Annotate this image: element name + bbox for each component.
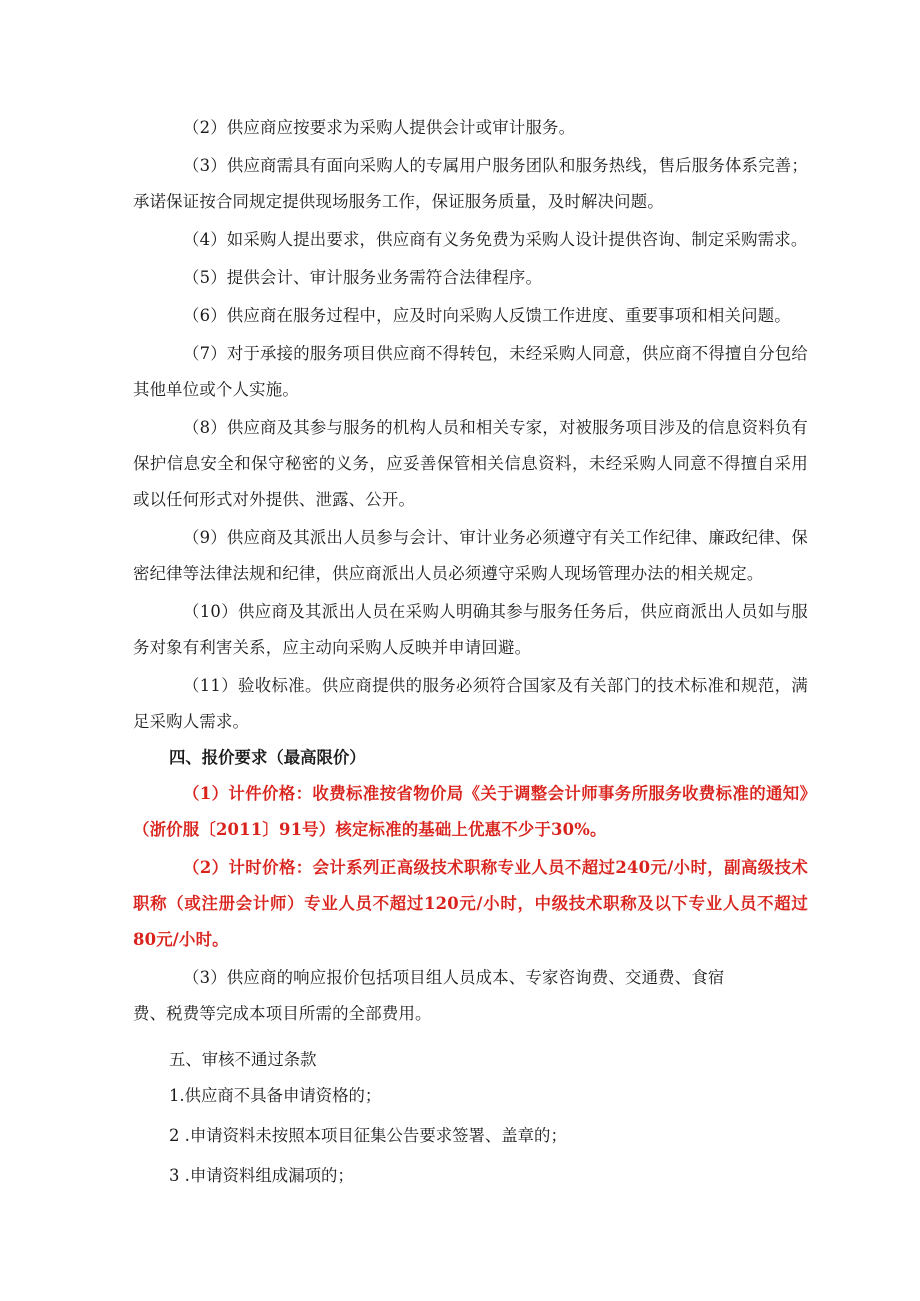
paragraph-4: （4）如采购人提出要求，供应商有义务免费为采购人设计提供咨询、制定采购需求。 <box>183 230 808 249</box>
paragraph-5: （5）提供会计、审计服务业务需符合法律程序。 <box>183 268 543 287</box>
section-4-heading: 四、报价要求（最高限价） <box>169 748 366 767</box>
paragraph-11: （11）验收标准。供应商提供的服务必须符合国家及有关部门的技术标准和规范，满足采购人需求。 <box>133 676 808 731</box>
price-scope-line2: 费、税费等完成本项目所需的全部费用。 <box>133 1004 432 1023</box>
paragraph-3: （3）供应商需具有面向采购人的专属用户服务团队和服务热线，售后服务体系完善；承诺保证按合同规定提供现场服务工作，保证服务质量，及时解决问题。 <box>133 156 808 211</box>
paragraph-6: （6）供应商在服务过程中，应及时向采购人反馈工作进度、重要事项和相关问题。 <box>183 306 791 325</box>
price-hourly-rate: （2）计时价格：会计系列正高级技术职称专业人员不超过240元/小时，副高级技术职称（或注册会计师）专业人员不超过120元/小时，中级技术职称及以下专业人员不超过80元/小时。 <box>133 858 808 949</box>
reject-item-1: 1.供应商不具备申请资格的； <box>169 1086 382 1105</box>
paragraph-2: （2）供应商应按要求为采购人提供会计或审计服务。 <box>183 118 576 137</box>
reject-item-3: 3 .申请资料组成漏项的； <box>169 1166 354 1185</box>
paragraph-8: （8）供应商及其参与服务的机构人员和相关专家，对被服务项目涉及的信息资料负有保护信息安全和保守秘密的义务，应妥善保管相关信息资料，未经采购人同意不得擅自采用或以任何形式对外提供、泄露、公开。 <box>133 418 808 509</box>
reject-item-2: 2 .申请资料未按照本项目征集公告要求签署、盖章的； <box>169 1126 567 1145</box>
paragraph-7: （7）对于承接的服务项目供应商不得转包，未经采购人同意，供应商不得擅自分包给其他单位或个人实施。 <box>133 344 808 399</box>
section-5-heading: 五、审核不通过条款 <box>169 1050 317 1069</box>
price-scope-line1: （3）供应商的响应报价包括项目组人员成本、专家咨询费、交通费、食宿 <box>183 968 725 987</box>
paragraph-10: （10）供应商及其派出人员在采购人明确其参与服务任务后，供应商派出人员如与服务对象有利害关系，应主动向采购人反映并申请回避。 <box>133 602 808 657</box>
paragraph-9: （9）供应商及其派出人员参与会计、审计业务必须遵守有关工作纪律、廉政纪律、保密纪律等法律法规和纪律，供应商派出人员必须遵守采购人现场管理办法的相关规定。 <box>133 528 808 583</box>
price-piece-rate: （1）计件价格：收费标准按省物价局《关于调整会计师事务所服务收费标准的通知》（浙价服〔2011〕91号）核定标准的基础上优惠不少于30%。 <box>133 784 808 839</box>
